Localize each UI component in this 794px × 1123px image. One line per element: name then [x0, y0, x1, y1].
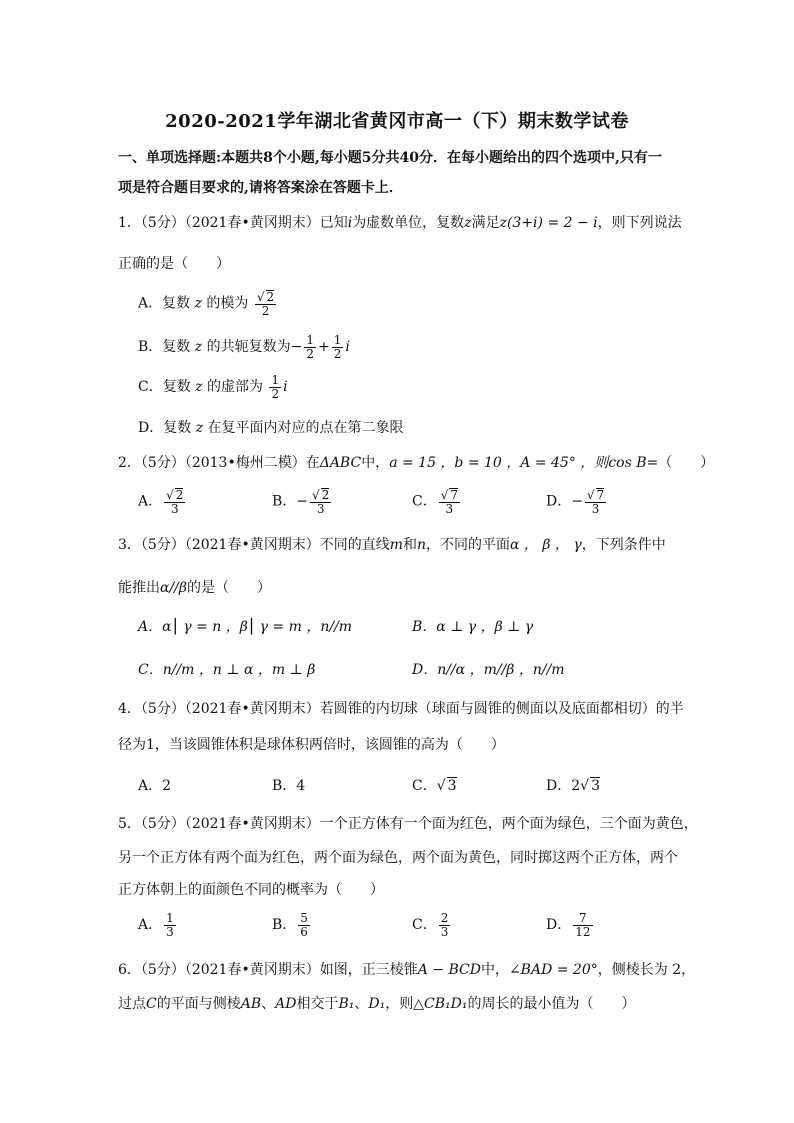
q5-option-d: D． $\frac{7}{12}$ — [546, 911, 591, 939]
section-heading-line1: 一、单项选择题:本题共8个小题,每小题5分共40分．在每小题给出的四个选项中,只有一 — [118, 150, 662, 166]
q2-option-a: A． $\frac{√ 2}{3}$ — [138, 488, 184, 516]
q4-option-c: C．√ 3 — [412, 778, 457, 794]
q2-option-c: C． $\frac{√ 7}{3}$ — [412, 488, 459, 516]
q4-option-a: A．2 — [138, 778, 172, 794]
q4-options — [138, 775, 698, 797]
question-3-stem: 3．（5分）（2021春•黄冈期末）不同的直线m和n，不同的平面α ， β ， γ，下列条件中 — [118, 537, 666, 553]
question-6-stem-line2: 过点C的平面与侧棱AB、AD相交于B₁、D₁，则△CB₁D₁的周长的最小值为（ ） — [118, 996, 636, 1012]
q1-equation: z(3+i) = 2 − i — [499, 215, 598, 231]
q4-option-b: B．4 — [272, 778, 306, 794]
page-title: 2020-2021学年湖北省黄冈市高一（下）期末数学试卷 — [165, 111, 629, 132]
question-1-stem-line2: 正确的是（ ） — [118, 256, 230, 272]
question-4-stem: 4．（5分）（2021春•黄冈期末）若圆锥的内切球（球面与圆锥的侧面以及底面都相切）的半 — [118, 701, 684, 717]
q1-option-b: B．复数 z 的共轭复数为− $\frac{1}{2}$ + $\frac{1}{2}$ i — [138, 333, 350, 361]
question-5-stem-line3: 正方体朝上的面颜色不同的概率为（ ） — [118, 882, 384, 898]
q3-option-c: C．n//m ，n ⊥ α ，m ⊥ β — [138, 662, 316, 678]
q5-option-a: A． $\frac{1}{3}$ — [138, 911, 174, 939]
q5-option-c: C． $\frac{2}{3}$ — [412, 911, 449, 939]
q3-option-b: B．α ⊥ γ ，β ⊥ γ — [412, 619, 534, 635]
q1-option-c: C．复数 z 的虚部为 $\frac{1}{2}$ i — [138, 373, 288, 401]
q3-option-a: A．α⎮ γ = n ，β⎮ γ = m ，n//m — [138, 619, 353, 635]
q1-option-a: A．复数 z 的模为 $\frac{√ 2}{2}$ — [138, 290, 275, 318]
question-1-stem: 1．（5分）（2021春•黄冈期末）已知i为虚数单位，复数z满足z(3+i) = 2 − i，则下列说法 — [118, 215, 682, 231]
question-5-stem: 5．（5分）（2021春•黄冈期末）一个正方体有一个面为红色，两个面为绿色，三个面为黄色， — [118, 816, 698, 832]
question-3-stem-line2: 能推出α//β的是（ ） — [118, 580, 271, 596]
question-4-stem-line2: 径为1，当该圆锥体积是球体积两倍时，该圆锥的高为（ ） — [118, 737, 505, 753]
q2-option-b: B．− $\frac{√ 2}{3}$ — [272, 488, 330, 516]
fraction: $\frac{√ 2}{2}$ — [256, 290, 275, 318]
question-5-stem-line2: 另一个正方体有两个面为红色，两个面为绿色，两个面为黄色，同时掷这两个正方体，两个 — [118, 850, 678, 866]
q5-option-b: B． $\frac{5}{6}$ — [272, 911, 308, 939]
q2-option-d: D．− $\frac{√ 7}{3}$ — [546, 488, 605, 516]
q2-options — [138, 488, 698, 522]
q5-options — [138, 912, 698, 946]
question-2-stem: 2．（5分）（2013•梅州二模）在ΔABC中，a = 15 ，b = 10 ，A = 45° ，则cos B=（ ） — [118, 455, 715, 471]
section-heading-line2: 项是符合题目要求的,请将答案涂在答题卡上． — [118, 180, 403, 196]
q3-options-row1 — [138, 616, 698, 638]
question-6-stem: 6．（5分）（2021春•黄冈期末）如图，正三棱锥A − BCD中，∠BAD = 20°，侧棱长为 2， — [118, 962, 696, 978]
q4-option-d: D．2√ 3 — [546, 778, 600, 794]
q3-options-row2 — [138, 659, 698, 681]
q1-option-d: D．复数 z 在复平面内对应的点在第二象限 — [138, 420, 404, 436]
q3-option-d: D．n//α ，m//β ，n//m — [412, 662, 565, 678]
